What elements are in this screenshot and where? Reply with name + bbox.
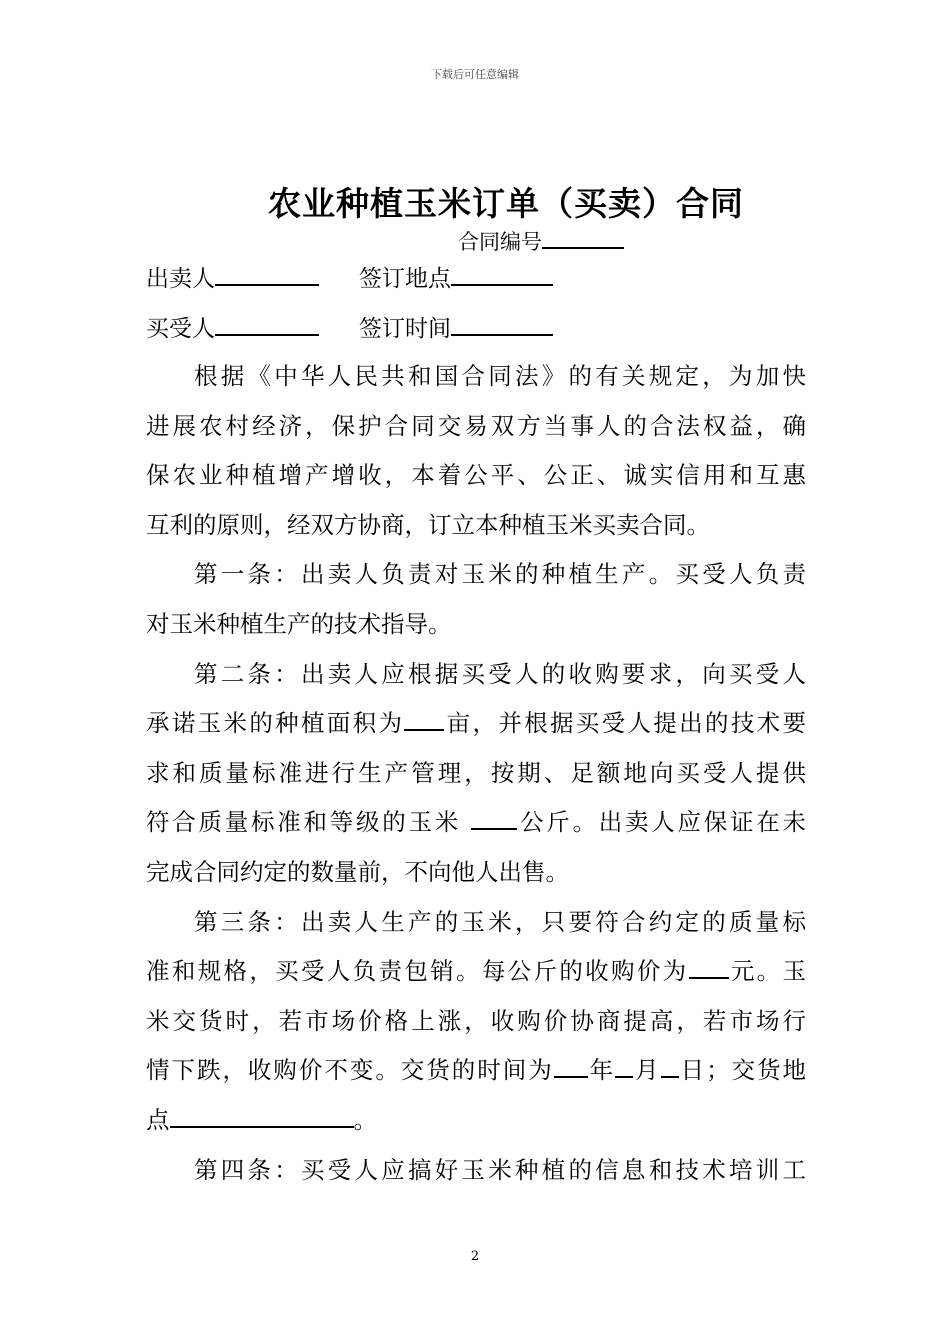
- article-2-line: [146, 798, 806, 848]
- contract-number-label: 合同编号: [458, 230, 542, 254]
- contract-number-blank: [542, 226, 624, 249]
- article-3-text: 月: [633, 1056, 661, 1085]
- article-2-text: 亩，并根据买受人提出的技术要: [444, 709, 807, 738]
- sign-time-label: 签订时间: [359, 316, 451, 342]
- article-2-text: 符合质量标准和等级的玉米: [146, 808, 472, 837]
- header-note: 下载后可任意编辑: [431, 68, 519, 81]
- article-2-line: 求和质量标准进行生产管理，按期、足额地向买受人提供: [146, 758, 806, 787]
- body-line: 进展农村经济，保护合同交易双方当事人的合法权益，确: [146, 411, 806, 440]
- area-blank: [404, 706, 444, 732]
- article-3-text: 情下跌，收购价不变。交货的时间为: [146, 1056, 554, 1085]
- article-3-text: 日；交货地: [678, 1056, 807, 1085]
- seller-label: 出卖人: [146, 266, 215, 292]
- buyer-label: 买受人: [146, 316, 215, 342]
- month-blank: [615, 1053, 633, 1079]
- contract-body: [146, 352, 806, 1195]
- article-3-text: 。: [353, 1105, 377, 1134]
- contract-number-field: [458, 226, 624, 256]
- sign-place-label: 签订地点: [359, 266, 451, 292]
- page-number: 2: [470, 1249, 480, 1264]
- article-1-line: 第一条：出卖人负责对玉米的种植生产。买受人负责: [194, 560, 806, 589]
- article-2-line: 第二条：出卖人应根据买受人的收购要求，向买受人: [194, 659, 806, 688]
- article-3-line: [146, 1046, 806, 1096]
- body-line: 互利的原则，经双方协商，订立本种植玉米买卖合同。: [146, 510, 710, 539]
- article-1-line: 对玉米种植生产的技术指导。: [146, 609, 452, 638]
- body-line: 根据《中华人民共和国合同法》的有关规定，为加快: [194, 362, 806, 390]
- body-line: 保农业种植增产增收，本着公平、公正、诚实信用和互惠: [146, 461, 806, 490]
- article-3-line: 第三条：出卖人生产的玉米，只要符合约定的质量标: [194, 907, 806, 936]
- sign-time-blank: [451, 311, 553, 336]
- day-blank: [661, 1053, 679, 1079]
- article-3-text: 元。玉: [728, 957, 807, 986]
- seller-row: [146, 260, 553, 293]
- article-3-line: [146, 1096, 806, 1146]
- price-blank: [689, 954, 729, 980]
- year-blank: [554, 1053, 588, 1079]
- buyer-blank: [215, 311, 319, 336]
- article-2-text: 公斤。出卖人应保证在未: [517, 808, 806, 837]
- document-title: 农业种植玉米订单（买卖）合同: [268, 184, 744, 223]
- buyer-row: [146, 310, 553, 343]
- article-3-line: 米交货时，若市场价格上涨，收购价协商提高，若市场行: [146, 1006, 806, 1035]
- article-3-line: [146, 947, 806, 997]
- delivery-place-blank: [170, 1102, 354, 1128]
- sign-place-blank: [451, 261, 553, 286]
- article-2-text: 承诺玉米的种植面积为: [146, 709, 405, 738]
- article-4-line: 第四条：买受人应搞好玉米种植的信息和技术培训工: [194, 1155, 806, 1184]
- article-2-line: [146, 699, 806, 749]
- article-3-text: 点: [146, 1105, 170, 1134]
- seller-blank: [215, 261, 319, 286]
- quantity-blank: [471, 805, 517, 831]
- article-3-text: 准和规格，买受人负责包销。每公斤的收购价为: [146, 957, 689, 986]
- article-2-line: 完成合同约定的数量前，不向他人出售。: [146, 857, 569, 886]
- article-3-text: 年: [587, 1056, 616, 1085]
